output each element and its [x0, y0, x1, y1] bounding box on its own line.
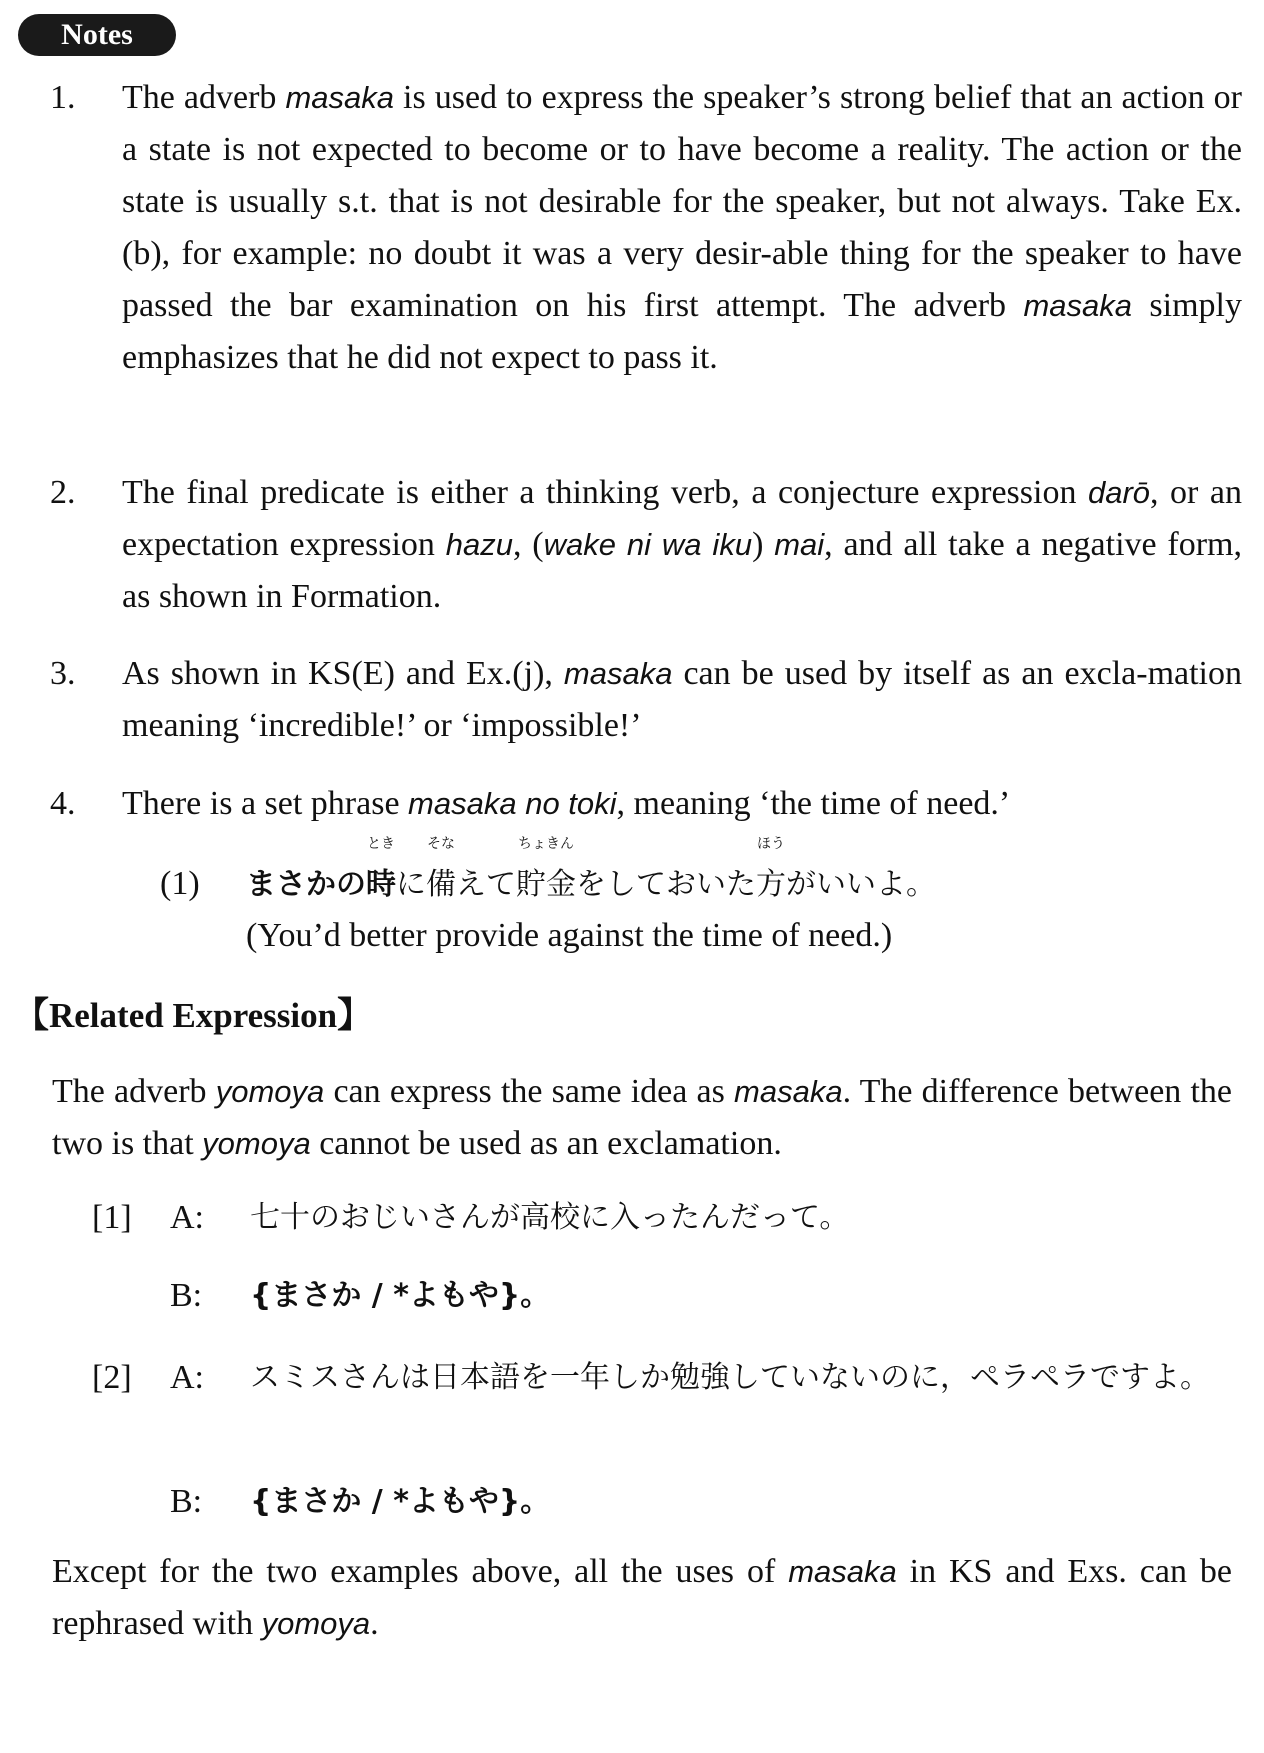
note-1: [50, 72, 1240, 384]
related-intro: [52, 1066, 1232, 1170]
text-segment: can express the same idea as: [324, 1073, 735, 1110]
term: masaka: [285, 80, 394, 115]
ruby-word: [516, 836, 576, 911]
text-segment: , (: [512, 526, 544, 563]
text-segment: The adverb: [52, 1073, 216, 1110]
note-number: 3.: [50, 655, 76, 692]
dialog-speaker: B:: [170, 1277, 203, 1314]
kana: をしておいた: [576, 867, 756, 902]
text-segment: cannot be used as an exclamation.: [310, 1125, 782, 1162]
dialog-speaker: A:: [170, 1199, 204, 1236]
term: yomoya: [261, 1606, 371, 1641]
dialog-speaker: B:: [170, 1483, 203, 1520]
term: masaka: [563, 656, 673, 691]
dialog-text: スミスさんは日本語を一年しか勉強していないのに，ペラペラですよ。: [250, 1360, 1210, 1395]
text-segment: ): [752, 526, 775, 563]
text-segment: Except for the two examples above, all the uses of: [52, 1553, 789, 1590]
term: darō: [1087, 475, 1151, 510]
note-number: 4.: [50, 785, 76, 822]
term: yomoya: [215, 1074, 325, 1109]
text-segment: , and all take a negative form, as shown in Formation.: [122, 526, 1242, 615]
furigana: とき: [367, 836, 395, 852]
dialog-text: {まさか / *よもや}。: [250, 1278, 551, 1313]
term: masaka: [1023, 288, 1132, 323]
term: mai: [774, 527, 825, 562]
text-segment: , or an expectation expression: [122, 474, 1242, 563]
term: yomoya: [202, 1126, 311, 1161]
dialog-text: {まさか / *よもや}。: [250, 1484, 551, 1519]
furigana: ほう: [757, 836, 785, 852]
furigana: そな: [427, 836, 455, 852]
text-segment: , meaning ‘the time of need.’: [616, 785, 1011, 822]
dialog-line: [92, 1270, 1242, 1322]
text-segment: The adverb: [122, 79, 286, 116]
section-heading: 【Related Expression】: [14, 996, 373, 1035]
kana: がいいよ。: [786, 867, 936, 902]
note-3: [50, 648, 1240, 752]
notes-badge: Notes: [18, 14, 176, 56]
kanji: 貯金: [516, 867, 576, 902]
text-segment: The final predicate is either a thinking verb, a conjecture expression: [122, 474, 1088, 511]
ruby-word: [426, 836, 456, 911]
text-segment: . The difference between the two is that: [52, 1073, 1233, 1162]
note-body: [122, 648, 1242, 752]
term: masaka: [734, 1074, 843, 1109]
related-closing: [52, 1546, 1232, 1650]
kana: えて: [456, 867, 516, 902]
note-body: [122, 778, 1242, 830]
text-segment: is used to express the speaker’s strong belief that an action or a state is not expected to become or to have become a reality. The action or the state is usually s.t. that is not desirable for the speaker, but not always. Take Ex.(b), for example: no doubt it was a very desir-able thing for the speaker to have passed the bar examination on his first attempt. The adverb: [122, 79, 1242, 324]
ruby-word: [756, 836, 786, 911]
ruby-word: [366, 836, 396, 911]
dialog-line: [92, 1352, 1242, 1404]
term: masaka: [788, 1554, 897, 1589]
note-body: [122, 467, 1242, 623]
text-segment: in KS and Exs. can be rephrased with: [52, 1553, 1232, 1642]
example-sentence: [160, 836, 1220, 911]
note-number: 2.: [50, 474, 76, 511]
dialog-text: 七十のおじいさんが高校に入ったんだって。: [250, 1200, 850, 1235]
text-segment: As shown in KS(E) and Ex.(j),: [122, 655, 564, 692]
kanji: 時: [366, 867, 396, 902]
text-segment: There is a set phrase: [122, 785, 409, 822]
text-segment: simply emphasizes that he did not expect to pass it.: [122, 287, 1242, 376]
dialog-line: [92, 1476, 1242, 1528]
kanji: 備: [426, 867, 456, 902]
term: wake ni wa iku: [543, 527, 753, 562]
example-number: (1): [160, 865, 200, 902]
furigana: ちょきん: [518, 836, 574, 852]
kana: に: [396, 867, 426, 902]
dialog-line: [92, 1192, 1242, 1244]
dialog-number: [1]: [92, 1199, 132, 1236]
note-4: [50, 778, 1240, 830]
note-number: 1.: [50, 79, 76, 116]
term: masaka no toki: [408, 786, 617, 821]
example-bold-phrase: まさかの: [246, 867, 366, 902]
text-segment: can be used by itself as an excla-mation meaning ‘incredible!’ or ‘impossible!’: [122, 655, 1242, 744]
dialog-number: [2]: [92, 1359, 132, 1396]
text-segment: .: [370, 1605, 379, 1642]
example-translation: (You’d better provide against the time of need.): [246, 917, 893, 954]
note-2: [50, 467, 1240, 623]
dialog-speaker: A:: [170, 1359, 204, 1396]
term: hazu: [445, 527, 513, 562]
kanji: 方: [756, 867, 786, 902]
note-body: [122, 72, 1242, 384]
